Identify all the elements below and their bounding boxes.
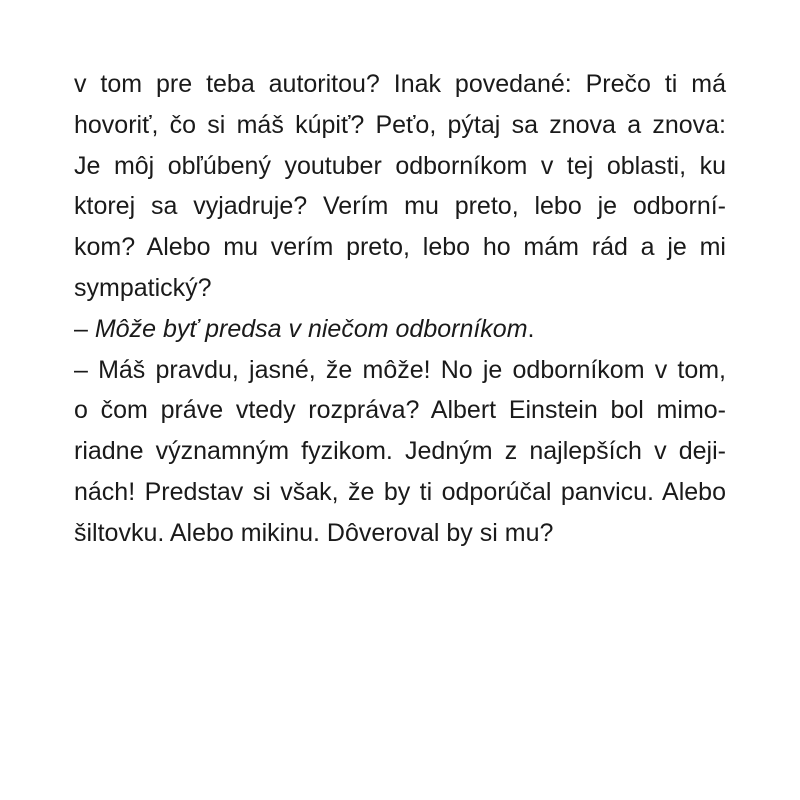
text-line-8: – Máš pravdu, jasné, že môže! No je odborníkom v tom, — [74, 355, 726, 384]
text-line-3: Je môj obľúbený youtuber odborníkom v tej oblasti, ku — [74, 151, 726, 180]
italic-quote: Môže byť predsa v niečom odborníkom — [94, 314, 528, 343]
text-line-10: riadne významným fyzikom. Jedným z najlepších v deji- — [74, 437, 726, 466]
text-line-2: hovoriť, čo si máš kúpiť? Peťo, pýtaj sa znova a znova: — [74, 110, 726, 139]
text-line-12: šiltovku. Alebo mikinu. Dôveroval by si mu? — [74, 518, 554, 547]
dialogue-dash: – — [74, 314, 95, 343]
text-line-5: kom? Alebo mu verím preto, lebo ho mám rád a je mi — [74, 233, 726, 262]
document-page — [74, 64, 726, 554]
text-line-6: sympatický? — [74, 273, 212, 302]
dialogue-line-italic — [74, 309, 726, 350]
text-line-1: v tom pre teba autoritou? Inak povedané: Prečo ti má — [74, 70, 726, 98]
dialogue-period: . — [527, 314, 535, 343]
text-line-9: o čom práve vtedy rozpráva? Albert Einstein bol mimo- — [74, 396, 726, 425]
text-line-11: nách! Predstav si však, že by ti odporúčal panvicu. Alebo — [74, 477, 726, 506]
text-line-4: ktorej sa vyjadruje? Verím mu preto, lebo je odborní- — [74, 192, 726, 221]
